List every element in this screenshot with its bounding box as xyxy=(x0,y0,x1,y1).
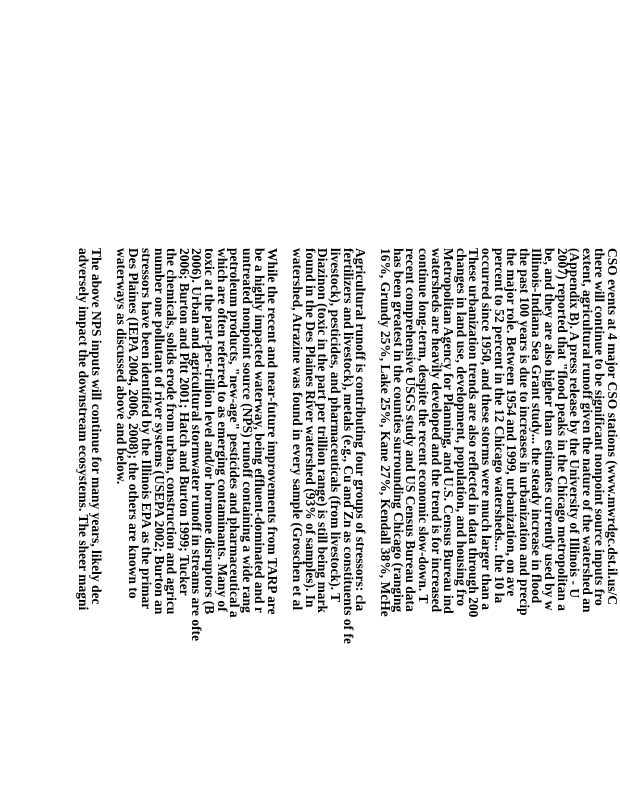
text-line: Des Plaines (IEPA 2004, 2006, 2008); the others are known to xyxy=(126,248,142,599)
text-line: 2007) reported that "flood peaks in the Chicago metropolitan a xyxy=(554,248,570,612)
text-line: fertilizers and livestock), metals (e.g., Cu and Zn as constituents of fe xyxy=(340,248,356,645)
text-line: While the recent and near-future improvements from TARP are xyxy=(264,248,280,615)
text-line: 2006; Burton and Pitt 2001; Hatch and Burton 1999; Tucker xyxy=(176,248,192,596)
text-line: extent, agricultural runoff given the nature of the watershed an xyxy=(579,248,595,613)
paragraph-gap xyxy=(366,248,379,808)
text-line: Illinois-Indiana Sea Grant study... the steady increase in flood xyxy=(529,248,545,604)
text-line: adversely impact the downstream ecosystems. The sheer magni xyxy=(76,248,92,611)
text-line: watersheds are heavily developed and the trend is for increased xyxy=(428,248,444,613)
text-line: watershed, Atrazine was found in every sample (Groschen et al xyxy=(290,248,306,611)
text-line: waterways as discussed above and below. xyxy=(113,248,129,485)
text-line: occurred since 1950, and these storms were much larger than a xyxy=(479,248,495,610)
text-line: livestock), pesticides, and pharmaceuticals (from livestock). T xyxy=(327,248,343,603)
text-line: petroleum products, "new-age" pesticides and pharmaceutical a xyxy=(227,248,243,618)
text-line: Agricultural runoff is contributing four groups of stressors: cla xyxy=(353,248,369,612)
paragraph-cso-urbanization xyxy=(379,248,618,808)
text-line: the past 100 years is due to increases in urbanization and precip xyxy=(516,248,532,616)
text-line: there will continue to be significant nonpoint source inputs fro xyxy=(592,248,608,606)
text-line: These urbanization trends are also reflected in data through 200 xyxy=(466,248,482,618)
text-line: toxic at the part-per-trillion level and/or hormone disruptors (B xyxy=(202,248,217,615)
text-line: found in the Des Plaines River watershed (93% of samples). In xyxy=(302,248,318,608)
paragraph-nps-inputs xyxy=(76,248,104,808)
text-line: be a highly impacted waterway, being effluent-dominated and r xyxy=(252,248,268,613)
scanned-document-text xyxy=(76,248,618,808)
text-line: continue long-term, despite the recent economic slow-down. T xyxy=(416,248,432,604)
text-line: Metropolitan Agency for Planning, and U.S. Census Bureau ind xyxy=(441,248,457,614)
text-line: recent comprehensive USGS study and US Census Bureau data xyxy=(403,248,419,612)
text-line: percent to 52 percent in the 12 Chicago watersheds... the 10 la xyxy=(491,248,507,604)
text-line: CSO events at 4 major CSO stations (www.mwrdgc.dst.il.us/C xyxy=(605,248,620,606)
text-line: Diazinon (toxic in the part per trillion range) is still being mark xyxy=(315,248,331,614)
text-line: has been greatest in the counties surrounding Chicago (ranging xyxy=(390,248,406,613)
text-line: untreated nonpoint source (NPS) runoff containing a wide rang xyxy=(239,248,255,613)
text-line: changes in land use, development, population, and housing fro xyxy=(453,248,469,607)
text-line: (Appendix B). A press release by the University of Illinois - U xyxy=(567,248,583,599)
text-line: The above NPS inputs will continue for many years, likely dec xyxy=(88,248,104,605)
text-line: which are often referred to as emerging contaminants. Many of xyxy=(214,248,230,612)
text-line: 16%, Grundy 25%, Lake 25%, Kane 27%, Kendall 38%, McHe xyxy=(378,248,394,617)
text-line: the chemicals, solids erode from urban, construction and agricu xyxy=(164,248,180,615)
text-line: 2006). Urban and agricultural stormwater runoff in streams are ofte xyxy=(189,248,205,642)
paragraph-tarp-improvements xyxy=(114,248,278,808)
text-line: stressors have been identified by the Illinois EPA as the primar xyxy=(139,248,155,610)
text-line: the major role. Between 1954 and 1999, urbanization, on ave xyxy=(504,248,520,597)
text-line: number one pollutant of river systems (USEPA 2002; Burton an xyxy=(151,248,167,615)
paragraph-agricultural-runoff xyxy=(291,248,367,808)
text-line: be, and they are also higher than estimates currently used by w xyxy=(542,248,558,611)
